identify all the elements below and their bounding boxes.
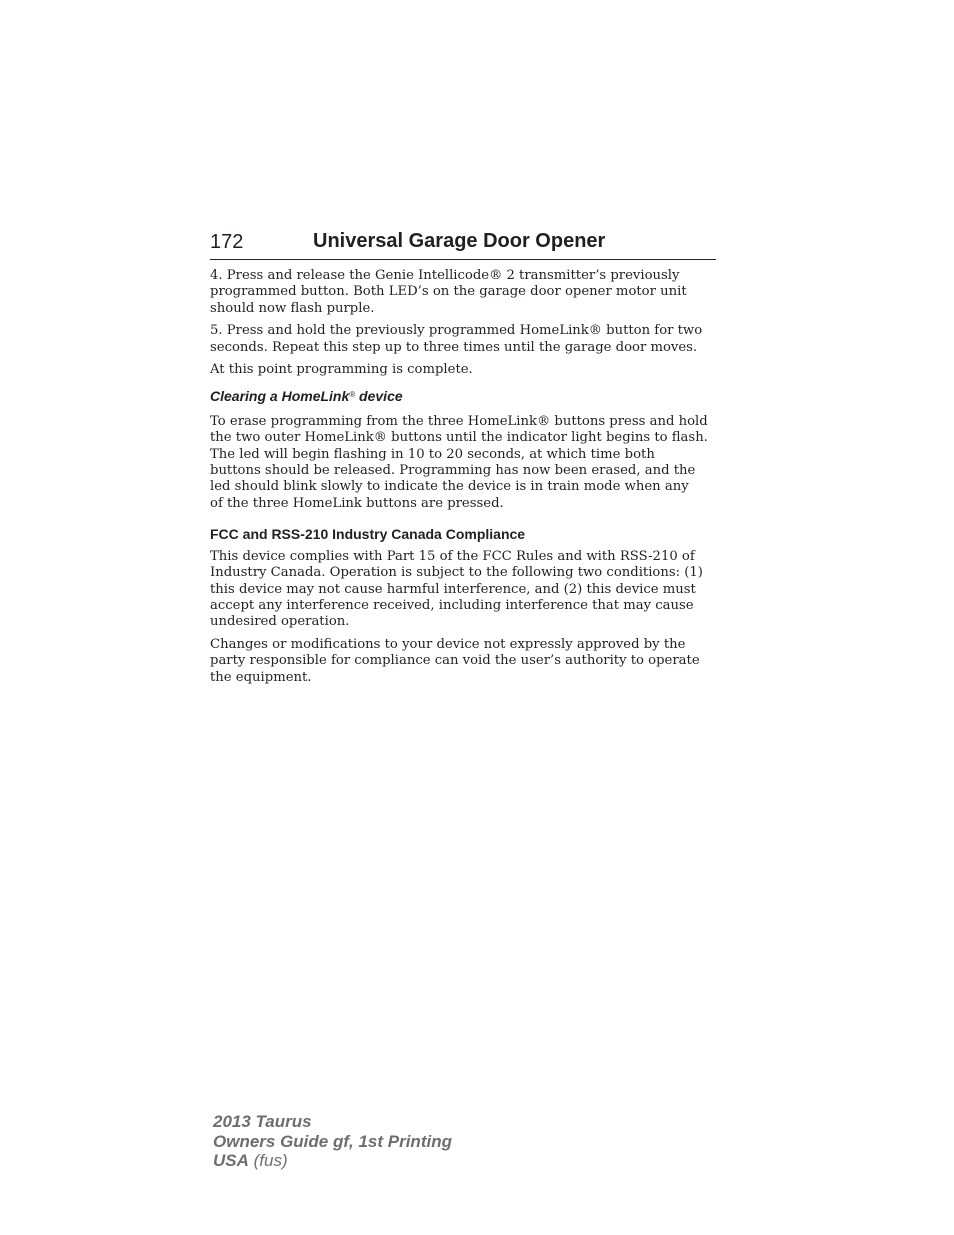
subheading-prefix: Clearing a HomeLink — [210, 388, 350, 405]
text-line: undesired operation. — [210, 614, 350, 630]
text-line: accept any interference received, including interference that may cause — [210, 597, 694, 613]
paragraph-modifications — [210, 637, 718, 686]
paragraph-fcc-rules — [210, 549, 718, 631]
footer-country: USA — [213, 1151, 249, 1170]
text-line: seconds. Repeat this step up to three times until the garage door moves. — [210, 339, 698, 355]
text-line: The led will begin flashing in 10 to 20 seconds, at which time both — [210, 446, 655, 462]
body-content — [210, 268, 718, 692]
text-line: this device may not cause harmful interference, and (2) this device must — [210, 581, 696, 597]
text-line: Changes or modifications to your device not expressly approved by the — [210, 636, 686, 652]
text-line: should now flash purple. — [210, 300, 375, 316]
text-line: 5. Press and hold the previously programmed HomeLink® button for two — [210, 323, 703, 339]
text-line: party responsible for compliance can void the user’s authority to operate — [210, 653, 700, 669]
footer-model: 2013 Taurus — [213, 1112, 312, 1131]
footer-guide-edition: Owners Guide gf, 1st Printing — [213, 1131, 452, 1151]
subheading-fcc-compliance: FCC and RSS-210 Industry Canada Compliance — [210, 526, 526, 543]
text-line: led should blink slowly to indicate the device is in train mode when any — [210, 479, 689, 495]
paragraph-step-4 — [210, 268, 718, 317]
footer-market — [213, 1151, 452, 1171]
page-header — [210, 229, 716, 260]
text-line: of the three HomeLink buttons are pressed. — [210, 495, 504, 511]
page-footer — [213, 1112, 452, 1171]
text-line: At this point programming is complete. — [210, 362, 473, 378]
registered-mark: ® — [349, 390, 356, 400]
subheading-clearing-homelink — [210, 387, 718, 404]
chapter-title: Universal Garage Door Opener — [313, 230, 606, 252]
text-line: the equipment. — [210, 669, 312, 685]
text-line: programmed button. Both LED’s on the garage door opener motor unit — [210, 284, 687, 300]
text-line: To erase programming from the three HomeLink® buttons press and hold — [210, 413, 708, 429]
page-number: 172 — [210, 231, 244, 253]
subheading-suffix: device — [355, 388, 403, 405]
text-line: Industry Canada. Operation is subject to the following two conditions: (1) — [210, 565, 703, 581]
paragraph-erase-programming — [210, 414, 718, 512]
text-line: This device complies with Part 15 of the FCC Rules and with RSS-210 of — [210, 548, 695, 564]
text-line: the two outer HomeLink® buttons until the indicator light begins to flash. — [210, 430, 708, 446]
text-line: 4. Press and release the Genie Intellicode® 2 transmitter’s previously — [210, 268, 680, 283]
footer-code: (fus) — [248, 1151, 288, 1170]
paragraph-step-5 — [210, 323, 718, 356]
text-line: buttons should be released. Programming has now been erased, and the — [210, 463, 696, 479]
paragraph-programming-complete — [210, 362, 718, 378]
